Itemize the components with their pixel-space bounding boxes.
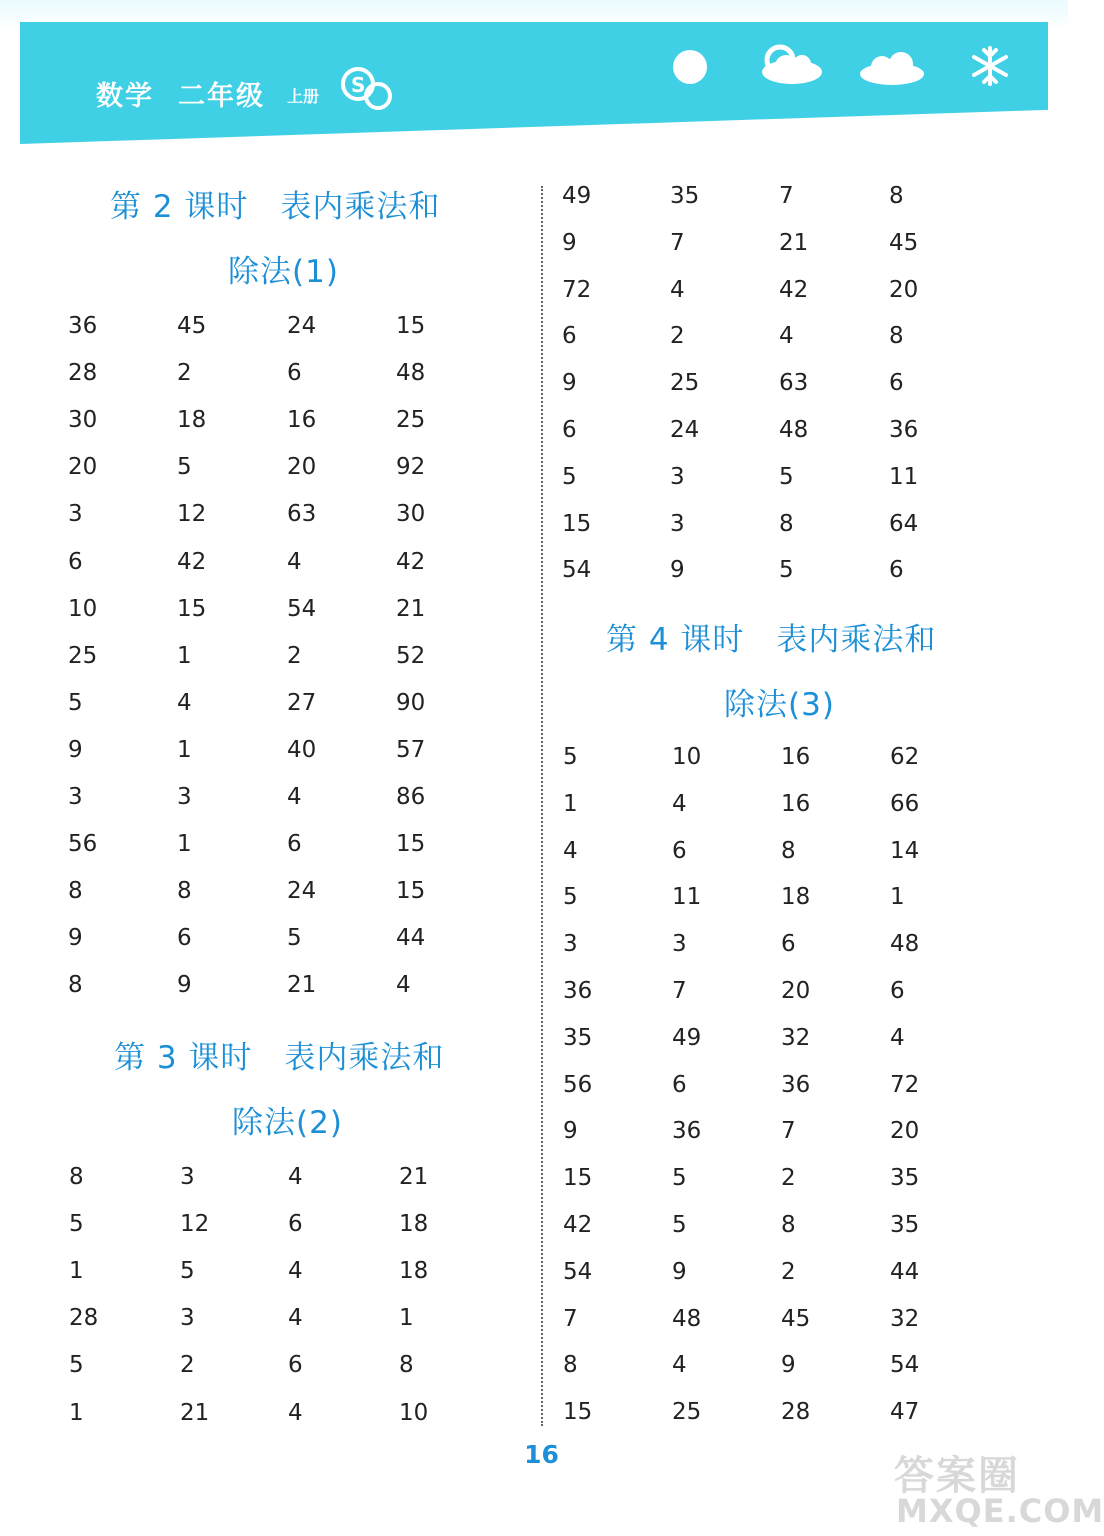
answer-cell: 48	[396, 360, 426, 387]
answer-cell: 9	[562, 229, 577, 256]
answer-cell: 21	[180, 1399, 210, 1426]
answer-cell: 6	[781, 931, 796, 958]
answer-cell: 14	[890, 837, 920, 864]
answer-cell: 7	[781, 1118, 796, 1145]
answer-cell: 48	[672, 1305, 702, 1332]
answer-cell: 56	[68, 831, 98, 858]
column-divider	[541, 186, 543, 1426]
answer-cell: 1	[69, 1399, 84, 1426]
answer-cell: 3	[672, 931, 687, 958]
answer-cell: 1	[177, 642, 192, 669]
answer-cell: 10	[672, 744, 702, 770]
answer-cell: 9	[563, 1118, 578, 1145]
answer-cell: 57	[396, 736, 426, 763]
answer-cell: 18	[781, 884, 811, 911]
answer-cell: 35	[563, 1024, 593, 1051]
answer-cell: 4	[287, 784, 302, 810]
watermark	[892, 1440, 1104, 1536]
answer-cell: 8	[68, 972, 83, 999]
answer-cell: 32	[781, 1024, 811, 1051]
answer-cell: 72	[890, 1071, 920, 1098]
answer-cell: 45	[781, 1305, 811, 1332]
answer-cell: 45	[177, 313, 207, 339]
answer-cell: 20	[68, 454, 98, 481]
answer-cell: 28	[781, 1399, 811, 1426]
answer-cell: 90	[396, 689, 426, 716]
answer-cell: 6	[288, 1211, 303, 1238]
answer-cell: 2	[180, 1352, 195, 1379]
answer-cell: 7	[779, 183, 794, 209]
answer-cell: 56	[563, 1071, 593, 1098]
answer-cell: 9	[68, 736, 83, 763]
weather-icons	[668, 40, 1028, 100]
answer-cell: 1	[563, 790, 578, 817]
answer-cell: 5	[287, 925, 302, 952]
section-2-title-line2: 除法(2)	[232, 1105, 343, 1141]
section-4-title-line2: 除法(3)	[724, 687, 835, 723]
answer-cell: 11	[672, 884, 702, 911]
answer-cell: 9	[670, 557, 685, 584]
answer-cell: 8	[889, 323, 904, 350]
answer-cell: 36	[672, 1118, 702, 1145]
svg-text:S: S	[351, 73, 366, 97]
answer-cell: 49	[672, 1024, 702, 1051]
answer-cell: 36	[563, 978, 593, 1004]
answer-cell: 15	[563, 1165, 593, 1192]
snowflake-icon	[974, 48, 1006, 84]
answer-cell: 49	[562, 183, 592, 209]
answer-cell: 9	[177, 972, 192, 999]
answer-cell: 5	[563, 884, 578, 911]
answer-cell: 64	[889, 510, 919, 537]
answer-cell: 45	[889, 229, 919, 256]
answer-cell: 4	[672, 1352, 687, 1379]
answer-cell: 72	[562, 276, 592, 303]
answer-cell: 6	[562, 417, 577, 443]
answer-cell: 8	[177, 878, 192, 905]
answer-cell: 4	[288, 1305, 303, 1332]
answer-cell: 3	[563, 931, 578, 958]
answer-cell: 44	[890, 1258, 920, 1285]
answer-cell: 92	[396, 454, 426, 481]
answer-cell: 8	[781, 837, 796, 864]
answer-cell: 15	[396, 313, 426, 339]
answer-cell: 15	[396, 878, 426, 905]
answer-cell: 4	[177, 689, 192, 716]
answer-cell: 8	[68, 878, 83, 905]
answer-cell: 6	[889, 557, 904, 584]
answer-cell: 28	[69, 1305, 99, 1332]
answer-cell: 48	[779, 417, 809, 443]
answer-cell: 36	[781, 1071, 811, 1098]
answer-cell: 3	[68, 784, 83, 810]
answer-cell: 1	[69, 1258, 84, 1285]
answer-cell: 30	[68, 407, 98, 434]
answer-cell: 20	[890, 1118, 920, 1145]
answer-cell: 21	[287, 972, 317, 999]
answer-cell: 54	[890, 1352, 920, 1379]
answer-cell: 54	[562, 557, 592, 584]
answer-cell: 4	[288, 1399, 303, 1426]
answer-cell: 2	[177, 360, 192, 387]
answer-cell: 25	[396, 407, 426, 434]
answer-cell: 25	[672, 1399, 702, 1426]
answer-cell: 15	[563, 1399, 593, 1426]
answer-cell: 36	[889, 417, 919, 443]
answer-cell: 20	[781, 978, 811, 1004]
answer-cell: 20	[287, 454, 317, 481]
answer-cell: 4	[288, 1164, 303, 1190]
answer-cell: 10	[399, 1399, 429, 1426]
answer-cell: 8	[399, 1352, 414, 1379]
answer-cell: 9	[672, 1258, 687, 1285]
answer-cell: 4	[672, 790, 687, 817]
answer-cell: 1	[177, 736, 192, 763]
logo-icon	[338, 66, 396, 114]
answer-cell: 3	[177, 784, 192, 810]
answer-cell: 8	[69, 1164, 84, 1190]
answer-cell: 21	[779, 229, 809, 256]
answer-cell: 4	[670, 276, 685, 303]
answer-cell: 8	[779, 510, 794, 537]
answer-cell: 24	[670, 417, 700, 443]
answer-cell: 6	[177, 925, 192, 952]
answer-cell: 1	[890, 884, 905, 911]
answer-cell: 11	[889, 463, 919, 490]
answer-cell: 9	[781, 1352, 796, 1379]
answer-cell: 52	[396, 642, 426, 669]
answer-cell: 42	[779, 276, 809, 303]
answer-cell: 42	[563, 1212, 593, 1238]
answer-cell: 86	[396, 784, 426, 810]
answer-cell: 2	[781, 1165, 796, 1192]
answer-cell: 5	[672, 1165, 687, 1192]
answer-cell: 1	[399, 1305, 414, 1332]
watermark-line2: MXQE.COM	[896, 1492, 1104, 1530]
answer-cell: 24	[287, 313, 317, 339]
cloud-icon	[860, 52, 924, 85]
answer-cell: 7	[563, 1305, 578, 1332]
section-1-title-line1: 第 2 课时 表内乘法和	[110, 189, 441, 225]
answer-cell: 18	[177, 407, 207, 434]
volume-label: 上册	[287, 87, 320, 106]
answer-cell: 6	[889, 370, 904, 397]
section-2-title-line1: 第 3 课时 表内乘法和	[114, 1040, 445, 1076]
answer-cell: 12	[177, 501, 207, 528]
answer-cell: 28	[68, 360, 98, 387]
answer-cell: 15	[396, 831, 426, 858]
answer-cell: 2	[670, 323, 685, 350]
answer-cell: 4	[287, 548, 302, 575]
answer-cell: 5	[68, 689, 83, 716]
answer-cell: 5	[779, 463, 794, 490]
answer-cell: 48	[890, 931, 920, 958]
answer-cell: 24	[287, 878, 317, 905]
answer-cell: 4	[890, 1024, 905, 1051]
answer-cell: 9	[68, 925, 83, 952]
answer-cell: 2	[781, 1258, 796, 1285]
answer-cell: 20	[889, 276, 919, 303]
answer-cell: 4	[779, 323, 794, 350]
answer-cell: 47	[890, 1399, 920, 1426]
sun-icon	[673, 50, 707, 84]
answer-cell: 15	[562, 510, 592, 537]
answer-cell: 35	[890, 1165, 920, 1192]
answer-cell: 8	[563, 1352, 578, 1379]
answer-cell: 63	[779, 370, 809, 397]
answer-cell: 66	[890, 790, 920, 817]
answer-cell: 42	[396, 548, 426, 575]
answer-cell: 5	[69, 1211, 84, 1238]
answer-cell: 5	[779, 557, 794, 584]
answer-cell: 4	[288, 1258, 303, 1285]
answer-cell: 1	[177, 831, 192, 858]
answer-cell: 7	[670, 229, 685, 256]
answer-cell: 5	[177, 454, 192, 481]
cloud-sun-icon	[762, 47, 822, 84]
answer-cell: 3	[670, 463, 685, 490]
answer-cell: 16	[781, 790, 811, 817]
answer-cell: 54	[563, 1258, 593, 1285]
answer-cell: 5	[69, 1352, 84, 1379]
answer-cell: 63	[287, 501, 317, 528]
answer-cell: 6	[562, 323, 577, 350]
answer-cell: 32	[890, 1305, 920, 1332]
answer-cell: 42	[177, 548, 207, 575]
answer-cell: 3	[670, 510, 685, 537]
answer-cell: 6	[68, 548, 83, 575]
answer-cell: 16	[781, 744, 811, 770]
watermark-line1: 答案圈	[894, 1453, 1020, 1499]
answer-cell: 25	[68, 642, 98, 669]
answer-cell: 35	[670, 183, 700, 209]
answer-cell: 3	[180, 1305, 195, 1332]
answer-cell: 5	[563, 744, 578, 770]
answer-cell: 21	[396, 595, 426, 622]
answer-cell: 4	[563, 837, 578, 864]
answer-cell: 12	[180, 1211, 210, 1238]
answer-cell: 5	[180, 1258, 195, 1285]
answer-cell: 7	[672, 978, 687, 1004]
answer-cell: 54	[287, 595, 317, 622]
subject-label: 数学	[96, 81, 154, 112]
section-4-title-line1: 第 4 课时 表内乘法和	[606, 622, 937, 658]
answer-cell: 21	[399, 1164, 429, 1190]
answer-cell: 8	[889, 183, 904, 209]
section-1-title-line2: 除法(1)	[228, 254, 339, 290]
answer-cell: 15	[177, 595, 207, 622]
answer-cell: 16	[287, 407, 317, 434]
answer-cell: 30	[396, 501, 426, 528]
answer-cell: 18	[399, 1258, 429, 1285]
answer-cell: 6	[890, 978, 905, 1004]
answer-cell: 5	[562, 463, 577, 490]
answer-cell: 3	[180, 1164, 195, 1190]
page-number: 16	[524, 1440, 559, 1469]
answer-cell: 6	[287, 831, 302, 858]
answer-cell: 44	[396, 925, 426, 952]
answer-cell: 27	[287, 689, 317, 716]
answer-cell: 10	[68, 595, 98, 622]
answer-cell: 4	[396, 972, 411, 999]
answer-cell: 62	[890, 744, 920, 770]
answer-cell: 8	[781, 1212, 796, 1238]
answer-cell: 6	[672, 837, 687, 864]
answer-cell: 5	[672, 1212, 687, 1238]
answer-cell: 6	[288, 1352, 303, 1379]
grade-label: 二年级	[178, 81, 265, 112]
answer-cell: 35	[890, 1212, 920, 1238]
answer-cell: 6	[672, 1071, 687, 1098]
answer-cell: 36	[68, 313, 98, 339]
answer-cell: 40	[287, 736, 317, 763]
answer-cell: 25	[670, 370, 700, 397]
answer-cell: 9	[562, 370, 577, 397]
answer-cell: 18	[399, 1211, 429, 1238]
answer-cell: 2	[287, 642, 302, 669]
answer-cell: 3	[68, 501, 83, 528]
answer-cell: 6	[287, 360, 302, 387]
